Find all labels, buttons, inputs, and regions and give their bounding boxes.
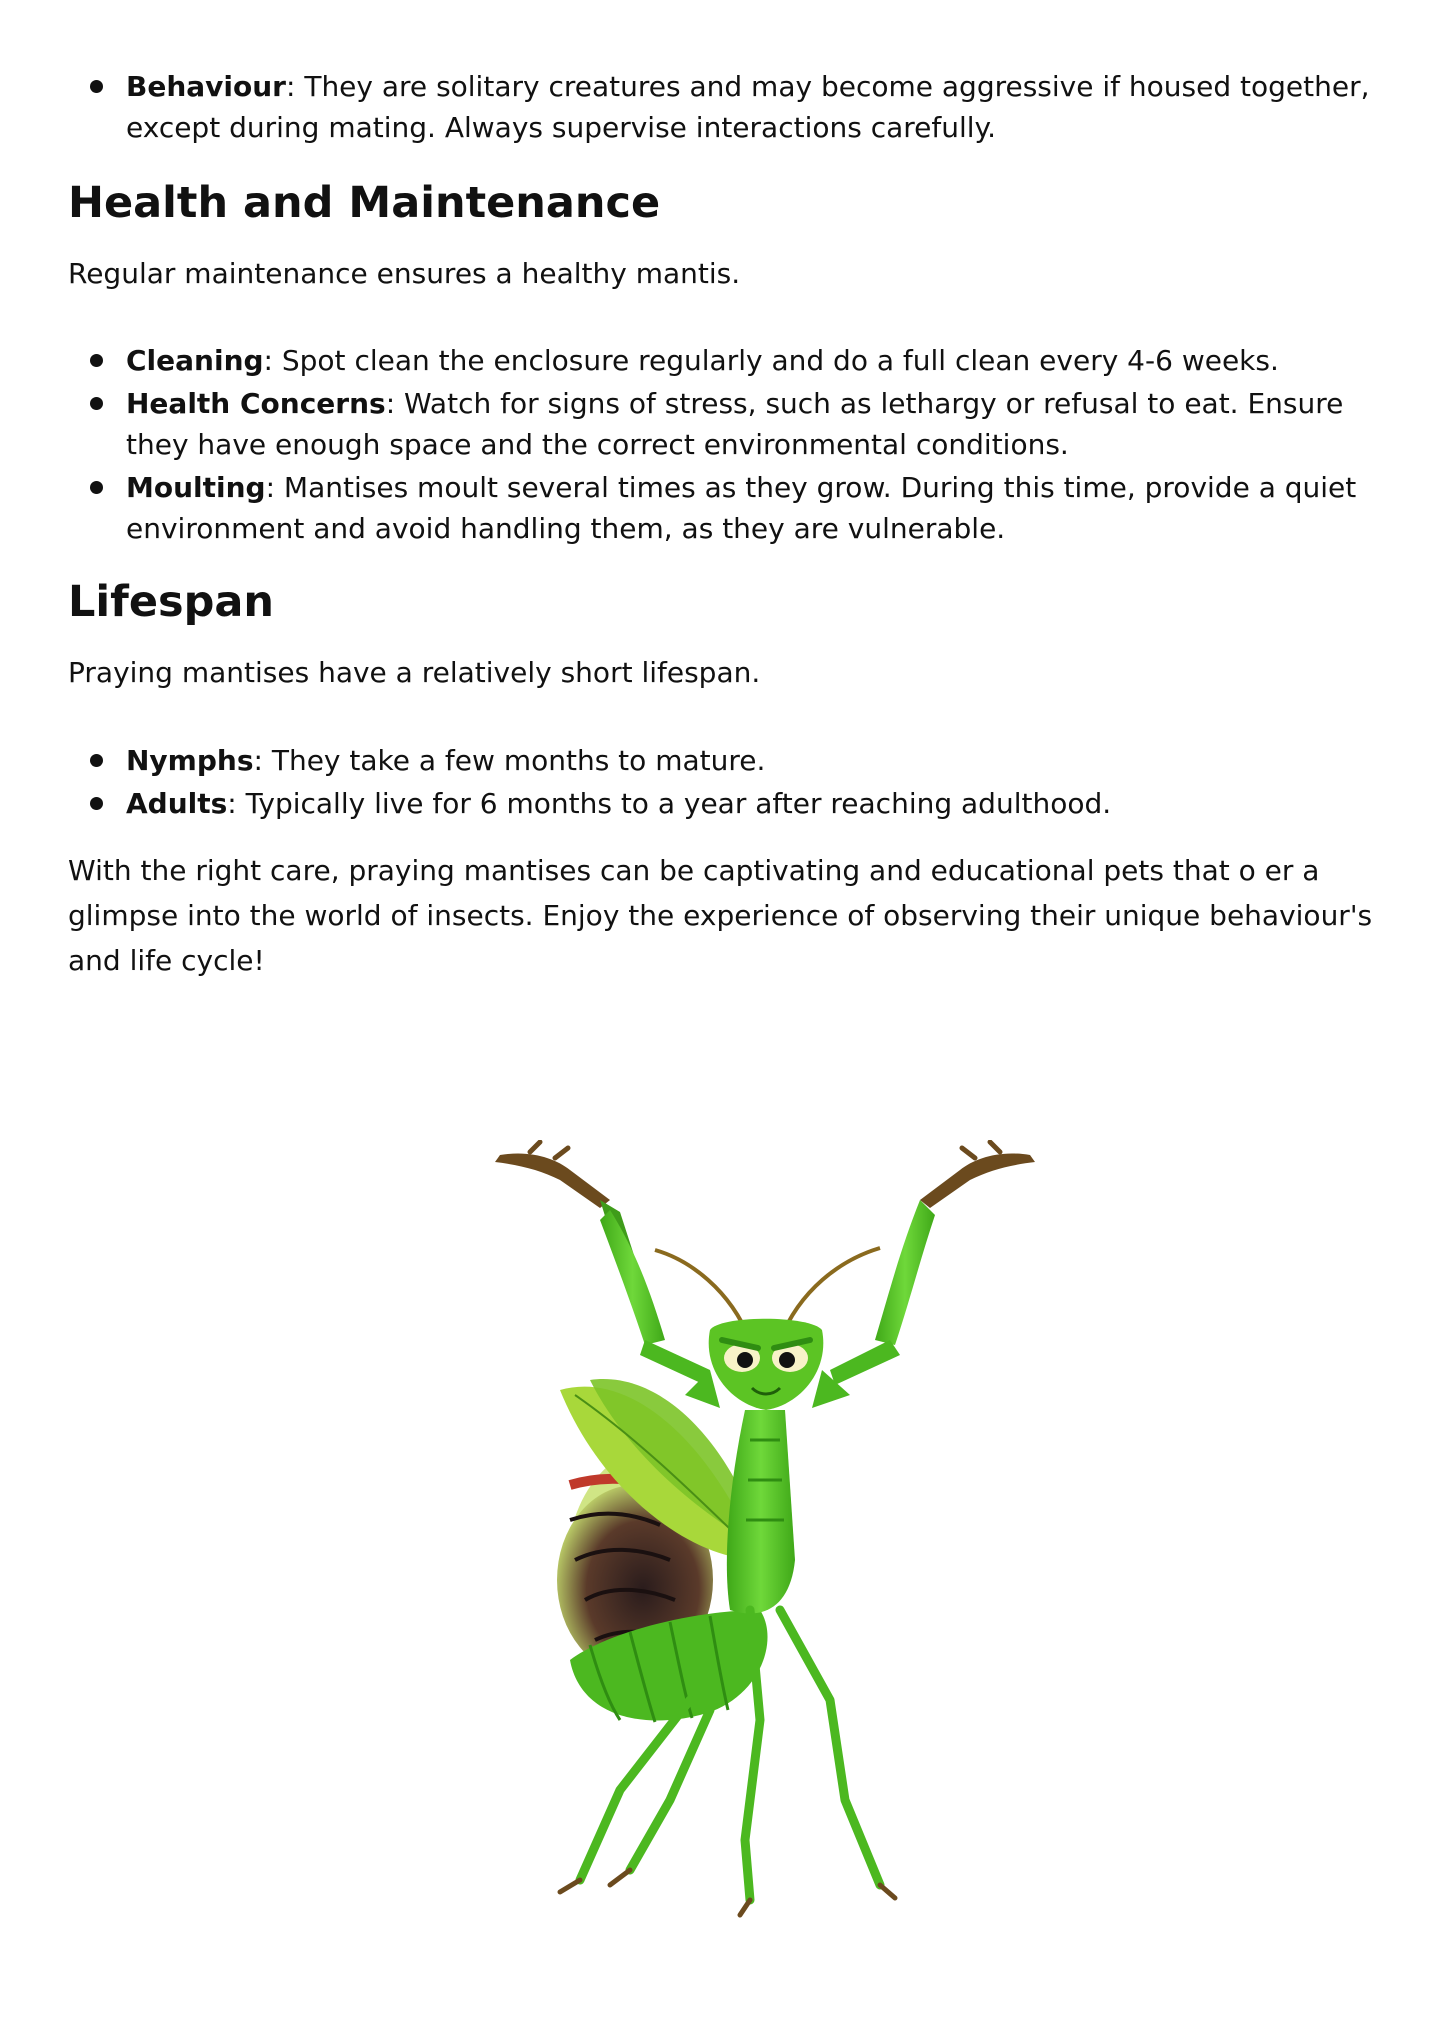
bullet-icon	[90, 80, 103, 93]
list-item	[68, 783, 1388, 824]
list-item-term: Health Concerns	[126, 387, 386, 420]
list-item-text: : Mantises moult several times as they grow. During this time, provide a quiet environment and avoid handling them, as they are vulnerable.	[126, 471, 1357, 545]
list-item-text: : Watch for signs of stress, such as lethargy or refusal to eat. Ensure they have enough space and the correct environmental conditions.	[126, 387, 1344, 461]
list-item	[68, 740, 1388, 781]
list-item-text: : Typically live for 6 months to a year after reaching adulthood.	[227, 787, 1112, 820]
list-item-term: Adults	[126, 787, 228, 820]
bullet-icon	[90, 354, 103, 367]
list-item-term: Nymphs	[126, 744, 254, 777]
closing-paragraph: With the right care, praying mantises can be captivating and educational pets that o er a glimpse into the world of insects. Enjoy the experience of observing their unique behaviour's and life cycle!	[68, 854, 1373, 977]
bullet-icon	[90, 481, 103, 494]
list-item-term: Cleaning	[126, 344, 264, 377]
bullet-icon	[90, 397, 103, 410]
praying-mantis-icon	[460, 1140, 1070, 1920]
list-item	[68, 383, 1388, 465]
list-item-term: Moulting	[126, 471, 266, 504]
list-item-term: Behaviour	[126, 70, 286, 103]
list-item-text: : They are solitary creatures and may become aggressive if housed together, except during mating. Always supervise interactions carefully.	[126, 70, 1370, 144]
list-item	[68, 340, 1388, 381]
section-heading-health: Health and Maintenance	[68, 178, 661, 228]
health-list	[68, 340, 1388, 551]
behaviour-list	[68, 66, 1388, 150]
section-heading-lifespan: Lifespan	[68, 577, 275, 627]
lifespan-intro: Praying mantises have a relatively short lifespan.	[68, 656, 761, 689]
bullet-icon	[90, 797, 103, 810]
list-item-text: : They take a few months to mature.	[253, 744, 766, 777]
list-item	[68, 66, 1388, 148]
list-item	[68, 467, 1388, 549]
health-intro: Regular maintenance ensures a healthy mantis.	[68, 257, 741, 290]
lifespan-list	[68, 740, 1388, 826]
list-item-text: : Spot clean the enclosure regularly and do a full clean every 4-6 weeks.	[263, 344, 1279, 377]
bullet-icon	[90, 754, 103, 767]
